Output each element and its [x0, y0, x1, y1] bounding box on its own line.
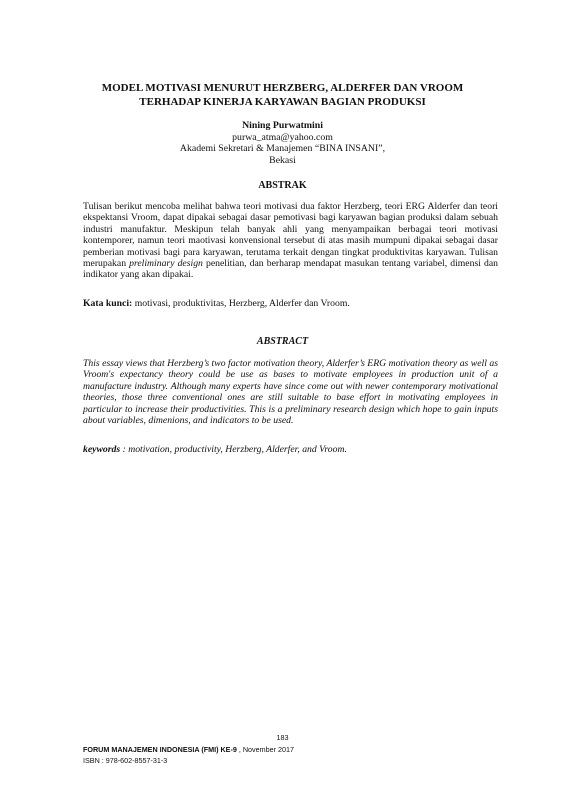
kata-kunci [83, 298, 498, 309]
author-email: purwa_atma@yahoo.com [232, 131, 333, 143]
abstrak-text-2: penelitian, dan berharap mendapat masukan tentang variabel, dimensi dan indikator yang akan dipakai. [83, 258, 498, 281]
keywords-text: : motivation, productivity, Herzberg, Alderfer, and Vroom. [120, 444, 347, 455]
abstrak-heading: ABSTRAK [258, 180, 307, 191]
footer-journal [83, 745, 294, 754]
footer-journal-name: FORUM MANAJEMEN INDONESIA (FMI) KE-9 [83, 745, 237, 754]
title-line-2: TERHADAP KINERJA KARYAWAN BAGIAN PRODUKSI [139, 96, 426, 108]
abstrak-paragraph [83, 201, 498, 281]
footer-isbn: ISBN : 978-602-8557-31-3 [83, 756, 168, 765]
page-number: 183 [276, 733, 289, 742]
kata-kunci-label: Kata kunci: [83, 298, 133, 309]
keywords-line [83, 444, 498, 455]
abstrak-text-1: Tulisan berikut mencoba melihat bahwa teori motivasi dua faktor Herzberg, teori ERG Alderfer dan teori ekspektansi Vroom, dapat dipakai sebagai dasar pemotivasi bagi karyawan bagian produksi dalam sebuah industri manufaktur. Meskipun telah banyak ahli yang menyampaikan berbagai teori motivasi kontemporer, namun teori maotivasi konvensional tersebut di atas masih mumpuni dipakai sebagai dasar pemberian motivasi bagi para karyawan, terutama terkait dengan tingkat produktivitas karyawan. Tulisan merupakan [83, 201, 498, 270]
footer-date: , November 2017 [236, 745, 295, 754]
author-city: Bekasi [269, 154, 296, 166]
author-block [0, 120, 565, 166]
keywords-label: keywords [83, 444, 121, 455]
abstrak-text-italic: preliminary design [129, 258, 203, 270]
abstract-heading: ABSTRACT [256, 336, 309, 347]
title-line-1: MODEL MOTIVASI MENURUT HERZBERG, ALDERFER DAN VROOM [101, 82, 464, 94]
abstract-paragraph: This essay views that Herzberg’s two factor motivation theory, Alderfer’s ERG motivation theory as well as Vroom's expectancy theory could be use as bases to motivate employees in production unit of a manufacture industry. Although many experts have since come out with newer contemporary motivational theories, those three conventional ones are still suitable to base effort in motivating employees in particular to increase their productivities. This is a preliminary research design which hope to gain inputs about variables, dimenions, and indicators to be used. [83, 358, 498, 427]
author-affiliation: Akademi Sekretari & Manajemen “BINA INSANI”, [179, 143, 386, 154]
author-name: Nining Purwatmini [242, 120, 323, 131]
kata-kunci-text: motivasi, produktivitas, Herzberg, Alderfer dan Vroom. [132, 298, 350, 309]
paper-title [80, 81, 485, 109]
